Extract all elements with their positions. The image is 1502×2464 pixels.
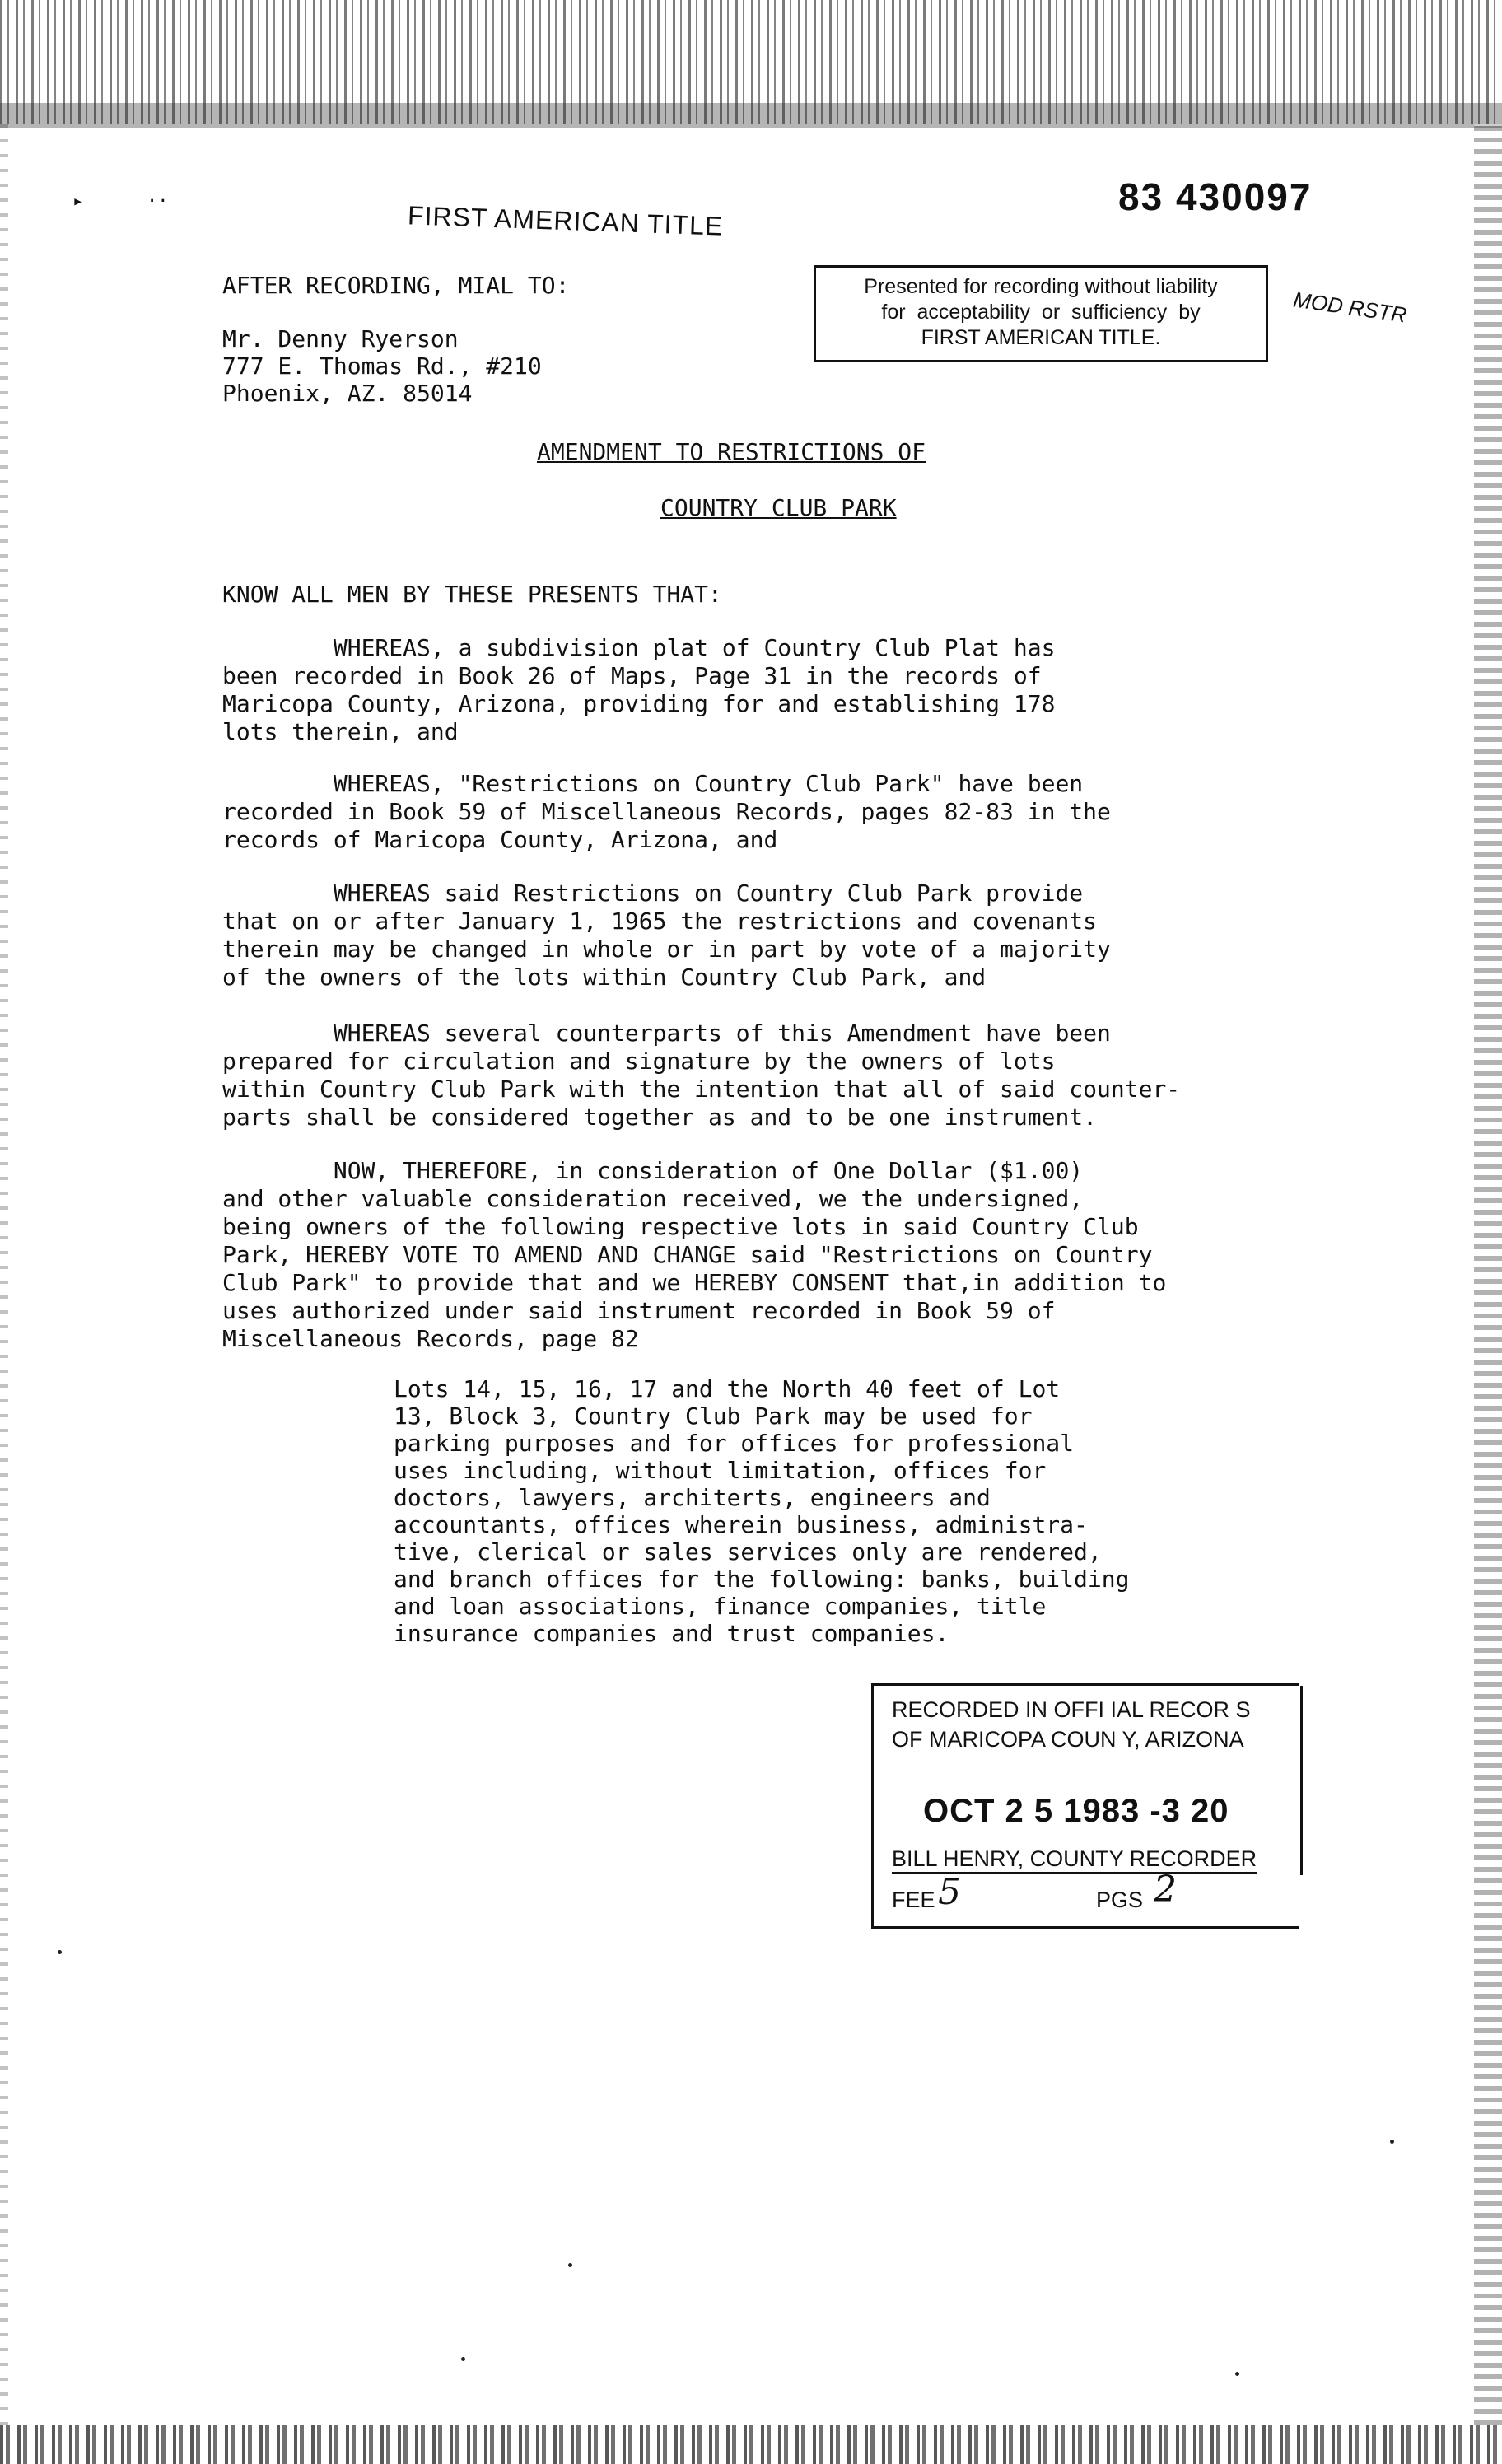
presented-for-recording-box xyxy=(814,265,1268,362)
pages-value: 2 xyxy=(1154,1869,1177,1911)
return-name: Mr. Denny Ryerson xyxy=(222,325,459,352)
presented-line-2: for acceptability or sufficiency by xyxy=(881,301,1201,324)
company-header: FIRST AMERICAN TITLE xyxy=(407,200,724,241)
stamp-line-1: RECORDED IN OFFI IAL RECOR S xyxy=(892,1697,1251,1722)
stamp-border-right xyxy=(1300,1686,1303,1875)
scan-speck xyxy=(58,1950,62,1954)
side-note: MOD RSTR xyxy=(1291,287,1409,328)
scan-speck xyxy=(1390,2140,1394,2144)
paragraph-4: WHEREAS several counterparts of this Amendment have been prepared for circulation and signature by the owners of lots within Country Club Park with the intention that all of said counter- parts shall be considered together as and to be one instrument. xyxy=(222,1020,1181,1131)
recording-date: OCT 2 5 1983 -3 20 xyxy=(923,1793,1229,1829)
scan-noise-bottom xyxy=(0,2425,1502,2464)
scan-noise-left xyxy=(0,124,8,2425)
presented-line-1: Presented for recording without liability xyxy=(864,275,1218,298)
paragraph-1: WHEREAS, a subdivision plat of Country Club Plat has been recorded in Book 26 of Maps, Page 31 in the records of Maricopa County, Arizona, providing for and establishing 178 lots therein, and xyxy=(222,634,1056,745)
lots-description: Lots 14, 15, 16, 17 and the North 40 feet of Lot 13, Block 3, Country Club Park may be used for parking purposes and for offices for professional uses including, without limitation, offices for doctors, lawyers, architerts, engineers and accountants, offices wherein business, administra- tive, clerical or sales services only are rendered, and branch offices for the following: banks, building and loan associations, finance companies, title insurance companies and trust companies. xyxy=(394,1375,1130,1647)
pages-label: PGS xyxy=(1096,1888,1144,1912)
scan-noise-right xyxy=(1474,124,1502,2425)
intro-line: KNOW ALL MEN BY THESE PRESENTS THAT: xyxy=(222,581,722,608)
scan-mark: ▸ xyxy=(72,191,84,212)
paragraph-5: NOW, THEREFORE, in consideration of One Dollar ($1.00) and other valuable consideration received, we the undersigned, being owners of the following respective lots in said Country Club Park, HEREBY VOTE TO AMEND AND CHANGE said "Restrictions on Country Club Park" to provide that and we HEREBY CONSENT that,in addition to uses authorized under said instrument recorded in Book 59 of Miscellaneous Records, page 82 xyxy=(222,1157,1167,1352)
paragraph-3: WHEREAS said Restrictions on Country Club Park provide that on or after January 1, 1965 the restrictions and covenants therein may be changed in whole or in part by vote of a majority of the owners of the lots within Country Club Park, and xyxy=(222,880,1111,991)
scan-speck xyxy=(568,2263,572,2267)
county-recorder: BILL HENRY, COUNTY RECORDER xyxy=(892,1846,1257,1874)
document-number: 83 430097 xyxy=(1118,175,1313,218)
scan-speck xyxy=(1235,2372,1239,2376)
recorder-stamp xyxy=(871,1683,1299,1929)
scan-speck xyxy=(461,2357,465,2361)
fee-value: 5 xyxy=(938,1871,961,1913)
document-title-line-2: COUNTRY CLUB PARK xyxy=(660,494,897,521)
paragraph-2: WHEREAS, "Restrictions on Country Club Park" have been recorded in Book 59 of Miscellaneous Records, pages 82-83 in the records of Maricopa County, Arizona, and xyxy=(222,770,1111,853)
return-street: 777 E. Thomas Rd., #210 xyxy=(222,352,542,380)
return-city: Phoenix, AZ. 85014 xyxy=(222,380,473,407)
return-heading: AFTER RECORDING, MIAL TO: xyxy=(222,272,570,299)
fee-label: FEE xyxy=(892,1888,935,1912)
presented-line-3: FIRST AMERICAN TITLE. xyxy=(921,326,1161,349)
stamp-line-2: OF MARICOPA COUN Y, ARIZONA xyxy=(892,1727,1244,1752)
scan-mark: ·· xyxy=(147,191,169,212)
scan-noise-band xyxy=(0,103,1502,128)
document-title-line-1: AMENDMENT TO RESTRICTIONS OF xyxy=(537,438,926,465)
